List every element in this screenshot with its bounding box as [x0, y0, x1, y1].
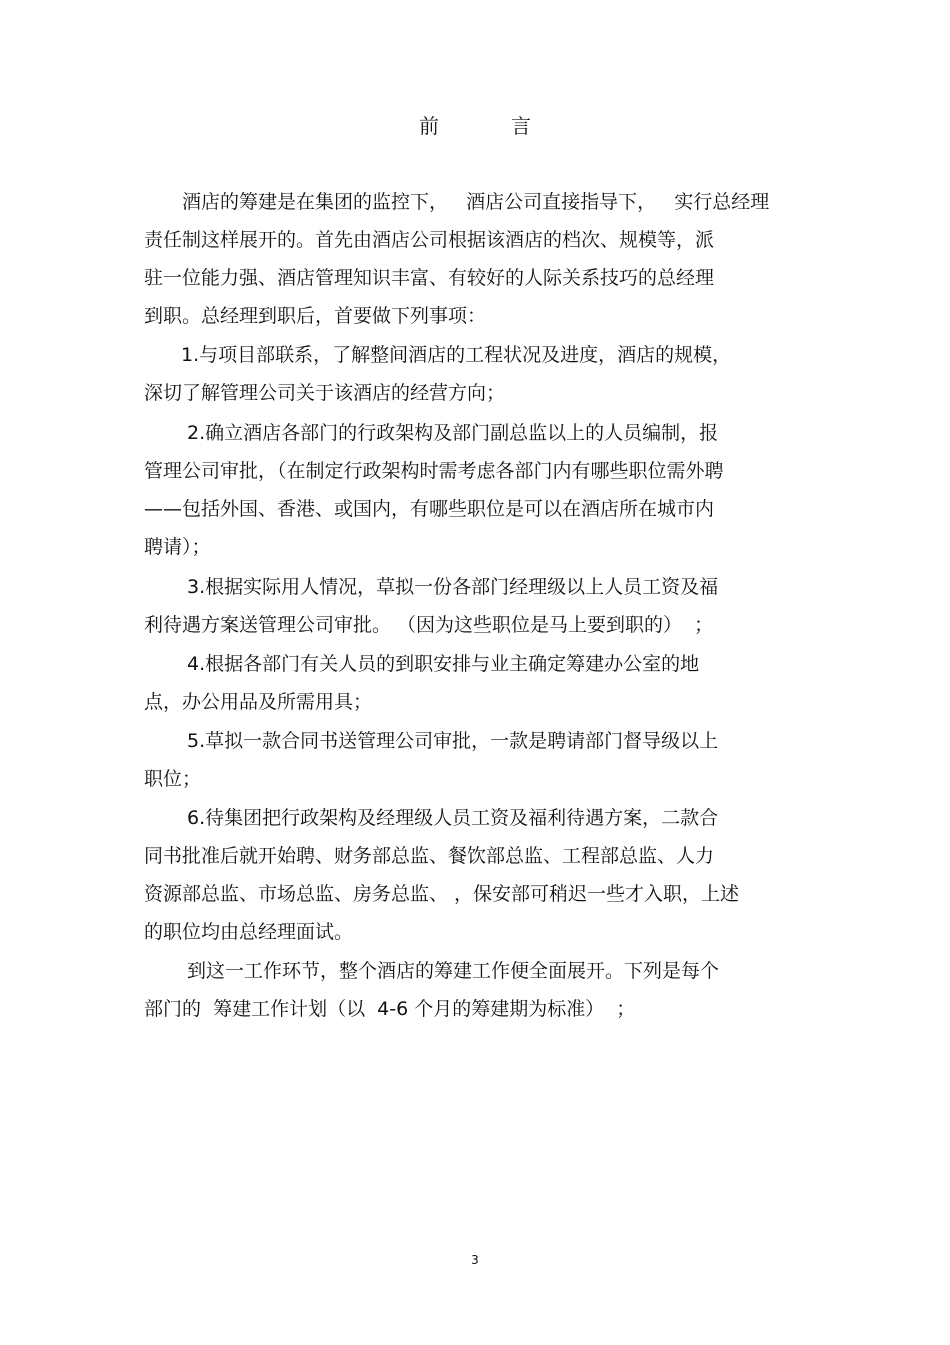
list-item-3-line: 利待遇方案送管理公司审批。 （因为这些职位是马上要到职的） ；	[144, 614, 714, 636]
paragraph-line: 责任制这样展开的。首先由酒店公司根据该酒店的档次、规模等，派	[144, 229, 715, 251]
list-item-3-line: 3.根据实际用人情况，草拟一份各部门经理级以上人员工资及福	[187, 576, 719, 598]
list-item-6-line: 6.待集团把行政架构及经理级人员工资及福利待遇方案，二款合	[187, 807, 719, 829]
list-item-4-line: 4.根据各部门有关人员的到职安排与业主确定筹建办公室的地	[187, 653, 700, 675]
list-item-4-line: 点，办公用品及所需用具；	[144, 691, 373, 713]
list-item-1-line: 1.与项目部联系，了解整间酒店的工程状况及进度，酒店的规模，	[181, 344, 732, 366]
list-item-5-line: 职位；	[144, 768, 202, 790]
page-number: 3	[471, 1253, 479, 1267]
closing-paragraph-line: 到这一工作环节，整个酒店的筹建工作便全面展开。下列是每个	[187, 960, 720, 982]
list-item-5-line: 5.草拟一款合同书送管理公司审批，一款是聘请部门督导级以上	[187, 730, 719, 752]
title-char-2: 言	[511, 114, 531, 138]
list-item-6-line: 资源部总监、市场总监、房务总监、 ，保安部可稍迟一些才入职，上述	[144, 883, 740, 905]
title-char-1: 前	[419, 114, 439, 138]
list-item-2-line: 2.确立酒店各部门的行政架构及部门副总监以上的人员编制，报	[187, 422, 719, 444]
paragraph-line: 驻一位能力强、酒店管理知识丰富、有较好的人际关系技巧的总经理	[144, 267, 715, 289]
paragraph-line: 到职。总经理到职后，首要做下列事项：	[144, 305, 487, 327]
paragraph-line: 酒店的筹建是在集团的监控下， 酒店公司直接指导下， 实行总经理	[182, 191, 770, 213]
list-item-2-line: ——包括外国、香港、或国内，有哪些职位是可以在酒店所在城市内	[144, 498, 715, 520]
list-item-6-line: 的职位均由总经理面试。	[144, 921, 354, 943]
list-item-2-line: 管理公司审批，（在制定行政架构时需考虑各部门内有哪些职位需外聘	[144, 460, 724, 482]
list-item-2-line: 聘请）；	[144, 536, 211, 558]
list-item-1-line: 深切了解管理公司关于该酒店的经营方向；	[144, 382, 506, 404]
list-item-6-line: 同书批准后就开始聘、财务部总监、餐饮部总监、工程部总监、人力	[144, 845, 715, 867]
closing-paragraph-line: 部门的 筹建工作计划（以 4-6 个月的筹建期为标准） ；	[144, 998, 636, 1020]
page-title	[0, 111, 950, 141]
